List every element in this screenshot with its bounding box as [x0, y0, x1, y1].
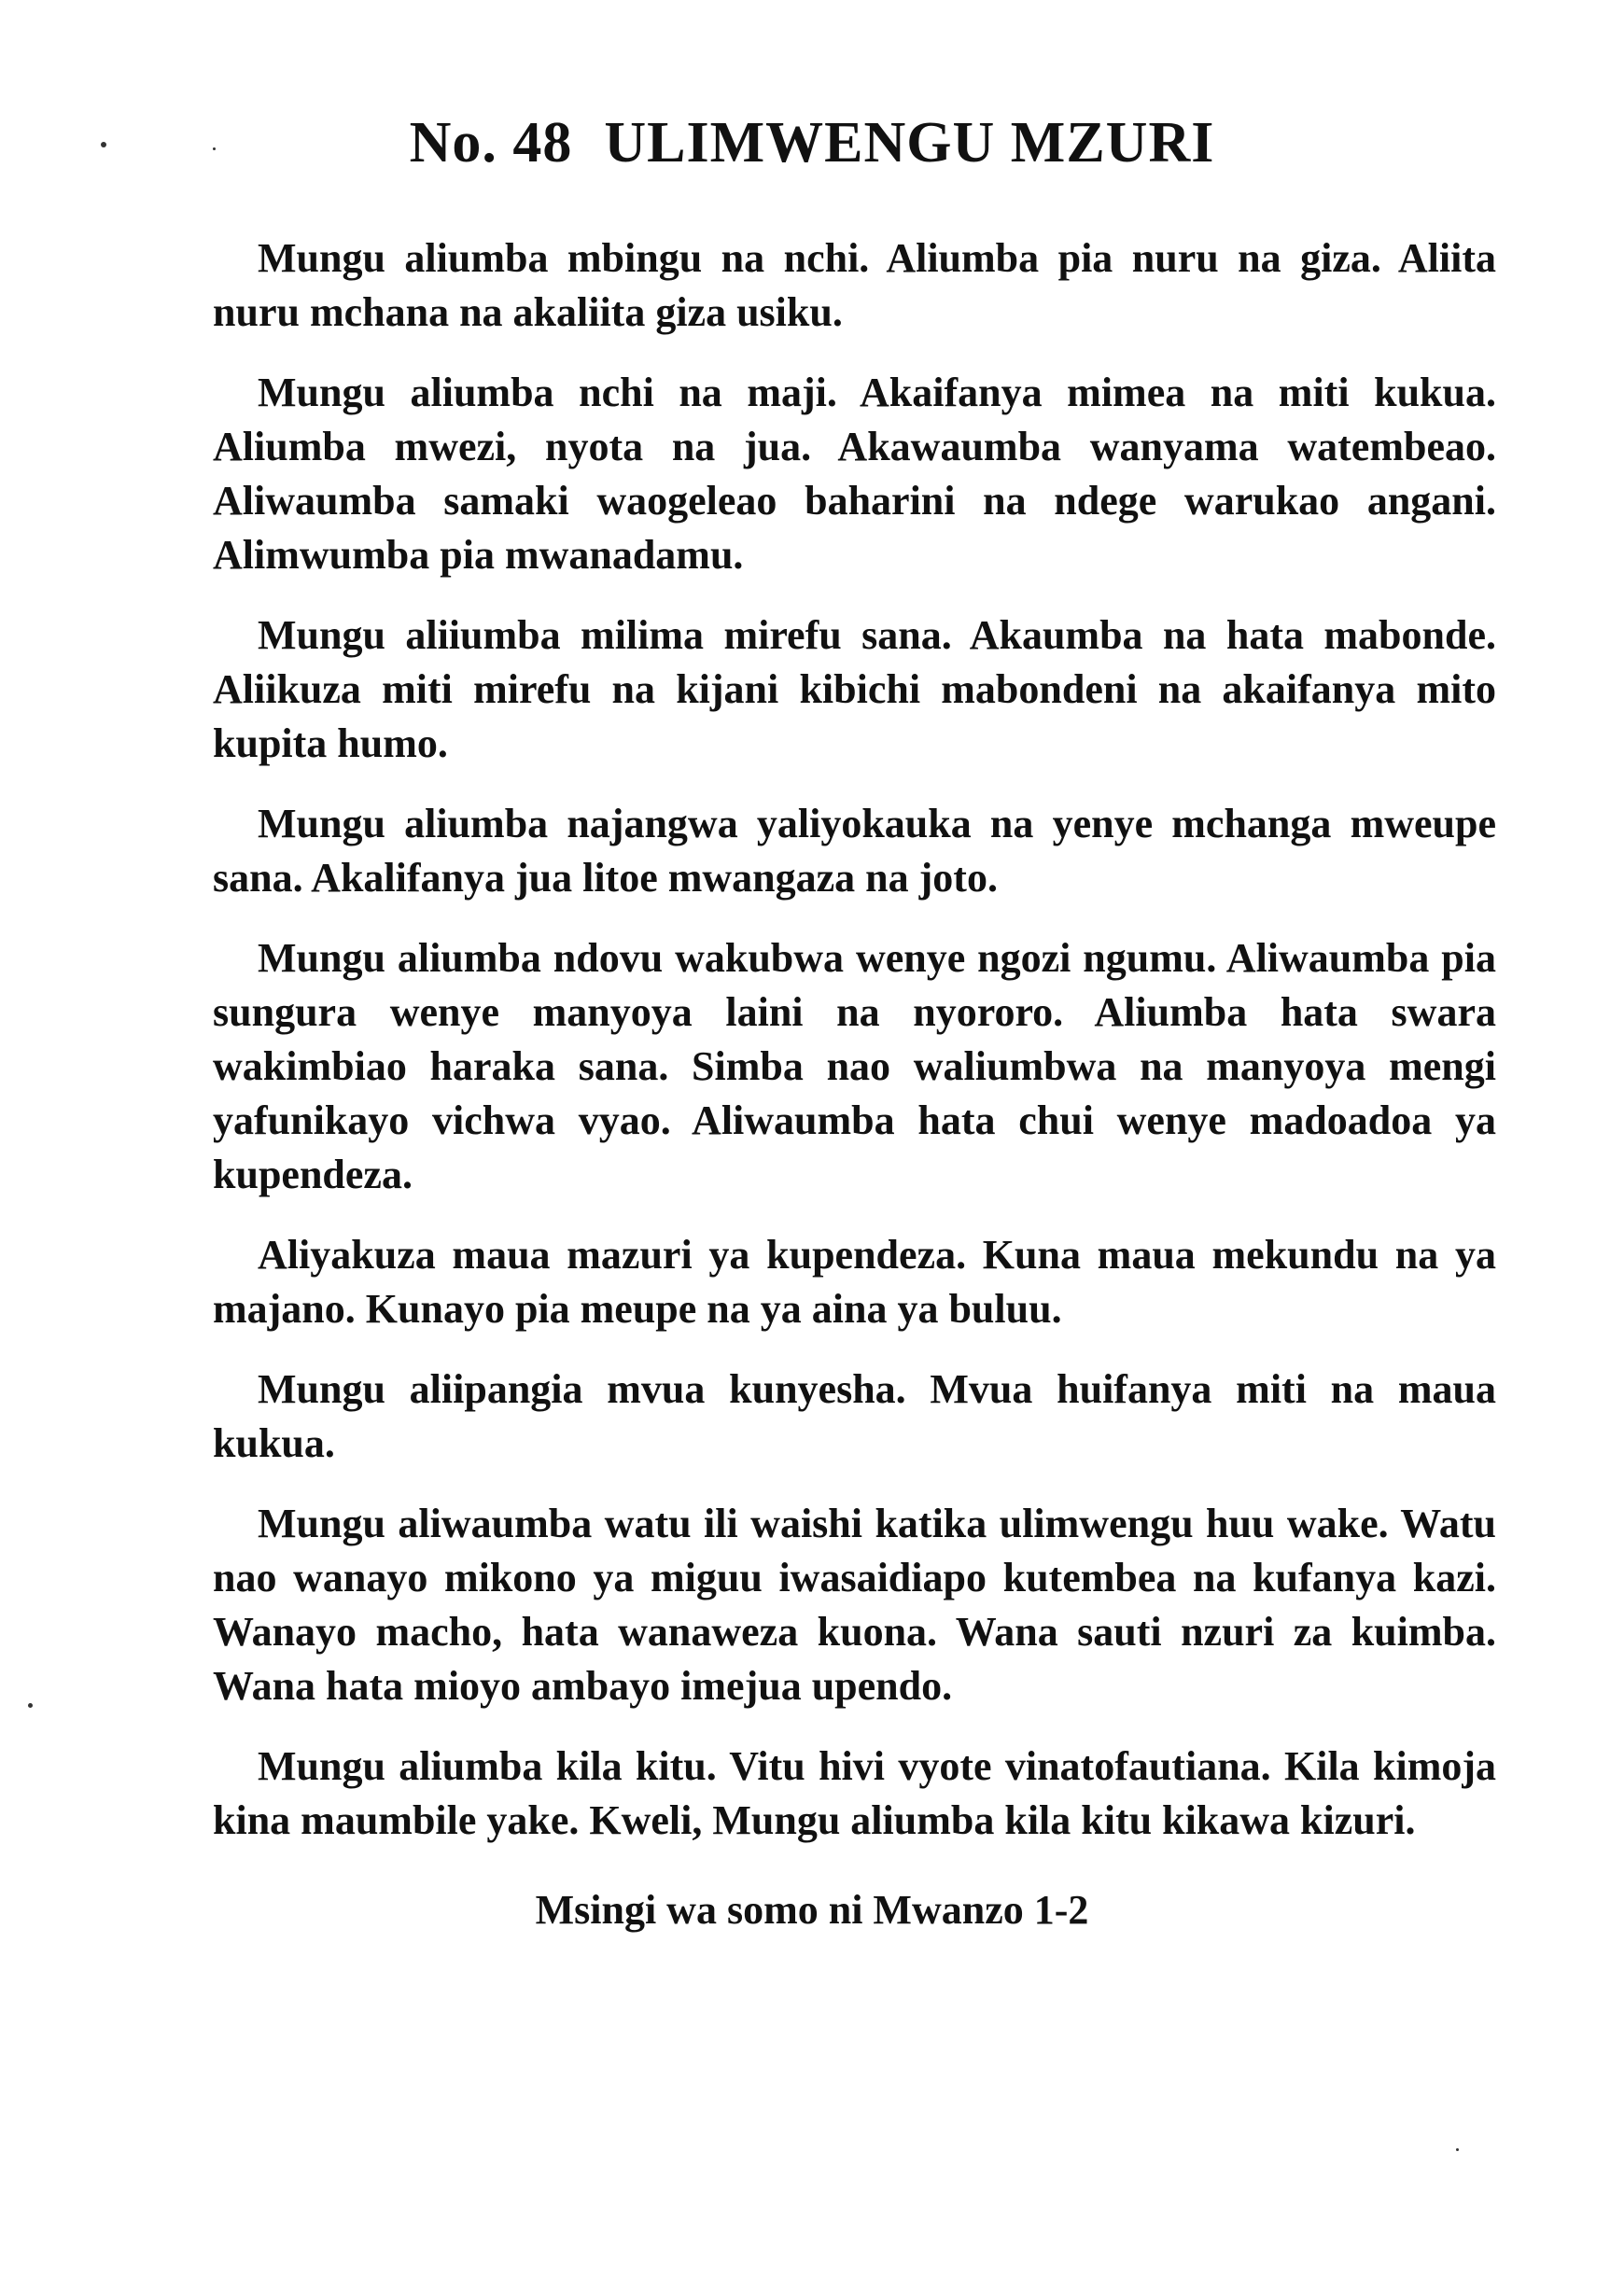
paragraph-2: Mungu aliumba nchi na maji. Akaifanya mimea na miti kukua. Aliumba mwezi, nyota na jua. Akawaumba wanyama watembeao. Aliwaumba samaki waogeleao baharini na ndege warukao angani. Alimwumba pia mwanadamu.	[213, 370, 1496, 578]
paragraph-6: Aliyakuza maua mazuri ya kupendeza. Kuna maua mekundu na ya majano. Kunayo pia meupe na ya aina ya buluu.	[213, 1232, 1496, 1332]
page-title	[0, 110, 1624, 176]
scan-speck	[28, 1703, 33, 1708]
scripture-reference: Msingi wa somo ni Mwanzo 1-2	[535, 1887, 1089, 1933]
paragraph-8: Mungu aliwaumba watu ili waishi katika ulimwengu huu wake. Watu nao wanayo mikono ya miguu iwasaidiapo kutembea na kufanya kazi. Wanayo macho, hata wanaweza kuona. Wana sauti nzuri za kuimba. Wana hata mioyo ambayo imejua upendo.	[213, 1501, 1496, 1709]
paragraph-4: Mungu aliumba najangwa yaliyokauka na yenye mchanga mweupe sana. Akalifanya jua litoe mwangaza na joto.	[213, 801, 1496, 901]
title-number: No. 48	[409, 111, 573, 175]
scan-speck	[1456, 2148, 1459, 2151]
scan-speck	[213, 147, 216, 150]
title-text: ULIMWENGU MZURI	[604, 111, 1215, 175]
paragraph-5: Mungu aliumba ndovu wakubwa wenye ngozi ngumu. Aliwaumba pia sungura wenye manyoya laini na nyororo. Aliumba hata swara wakimbiao haraka sana. Simba nao waliumbwa na manyoya mengi yafunikayo vichwa vyao. Aliwaumba hata chui wenye madoadoa ya kupendeza.	[213, 935, 1496, 1197]
paragraph-1: Mungu aliumba mbingu na nchi. Aliumba pia nuru na giza. Aliita nuru mchana na akaliita giza usiku.	[213, 235, 1496, 335]
paragraph-9: Mungu aliumba kila kitu. Vitu hivi vyote vinatofautiana. Kila kimoja kina maumbile yake. Kweli, Mungu aliumba kila kitu kikawa kizuri.	[213, 1743, 1496, 1843]
body-text	[213, 231, 1496, 1874]
paragraph-7: Mungu aliipangia mvua kunyesha. Mvua huifanya miti na maua kukua.	[213, 1366, 1496, 1466]
scan-speck	[101, 142, 106, 147]
paragraph-3: Mungu aliiumba milima mirefu sana. Akaumba na hata mabonde. Aliikuza miti mirefu na kijani kibichi mabondeni na akaifanya mito kupita humo.	[213, 612, 1496, 766]
